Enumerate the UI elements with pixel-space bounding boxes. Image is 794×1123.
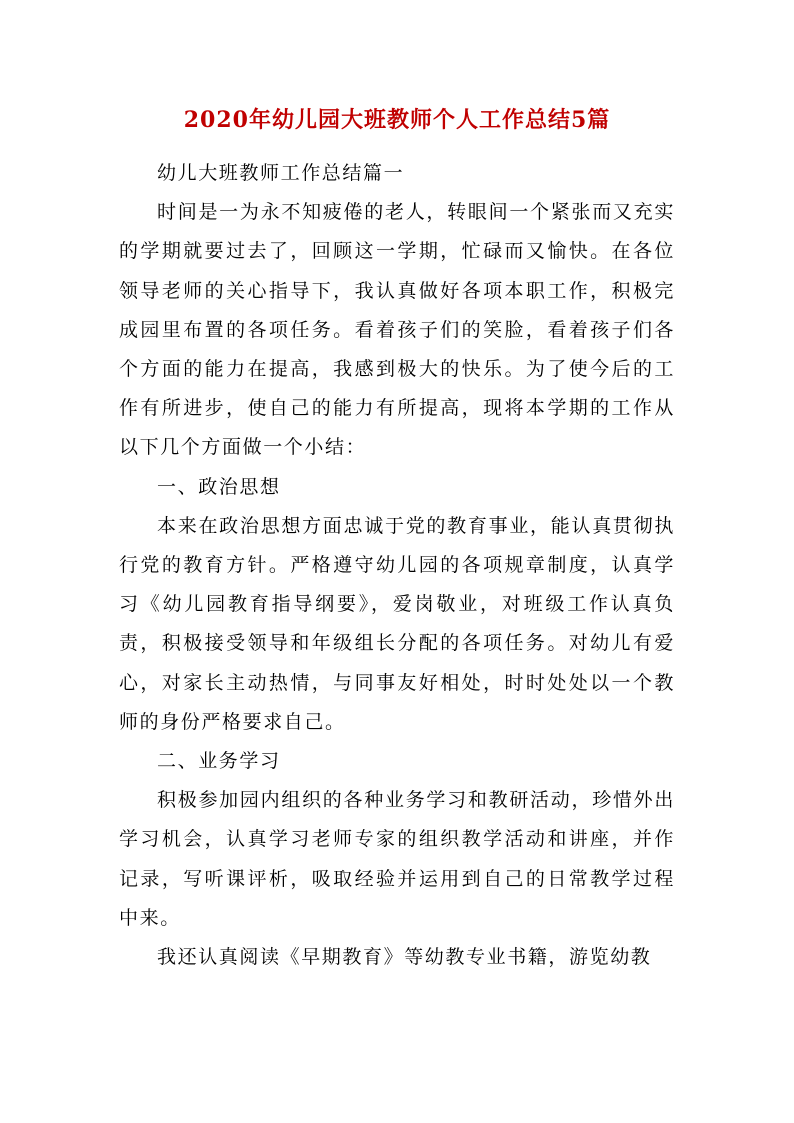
body-paragraph: 积极参加园内组织的各种业务学习和教研活动，珍惜外出学习机会，认真学习老师专家的组织教学活动和讲座，并作记录，写听课评析，吸取经验并运用到自己的日常教学过程中来。 xyxy=(119,789,675,929)
section-heading: 一、政治思想 xyxy=(157,475,281,498)
body-paragraph: 我还认真阅读《早期教育》等幼教专业书籍，游览幼教 xyxy=(157,946,652,969)
document-body xyxy=(119,154,675,977)
section-heading: 二、业务学习 xyxy=(157,750,281,773)
section-heading: 幼儿大班教师工作总结篇一 xyxy=(157,162,405,184)
body-paragraph: 时间是一为永不知疲倦的老人，转眼间一个紧张而又充实的学期就要过去了，回顾这一学期，忙碌而又愉快。在各位领导老师的关心指导下，我认真做好各项本职工作，积极完成园里布置的各项任务。看着孩子们的笑脸，看着孩子们各个方面的能力在提高，我感到极大的快乐。为了使今后的工作有所进步，使自己的能力有所提高，现将本学期的工作从以下几个方面做一个小结： xyxy=(119,201,675,459)
body-paragraph: 本来在政治思想方面忠诚于党的教育事业，能认真贯彻执行党的教育方针。严格遵守幼儿园的各项规章制度，认真学习《幼儿园教育指导纲要》，爱岗敬业，对班级工作认真负责，积极接受领导和年级组长分配的各项任务。对幼儿有爱心，对家长主动热情，与同事友好相处，时时处处以一个教师的身份严格要求自己。 xyxy=(119,514,675,733)
document-title: 2020年幼儿园大班教师个人工作总结5篇 xyxy=(183,107,611,133)
